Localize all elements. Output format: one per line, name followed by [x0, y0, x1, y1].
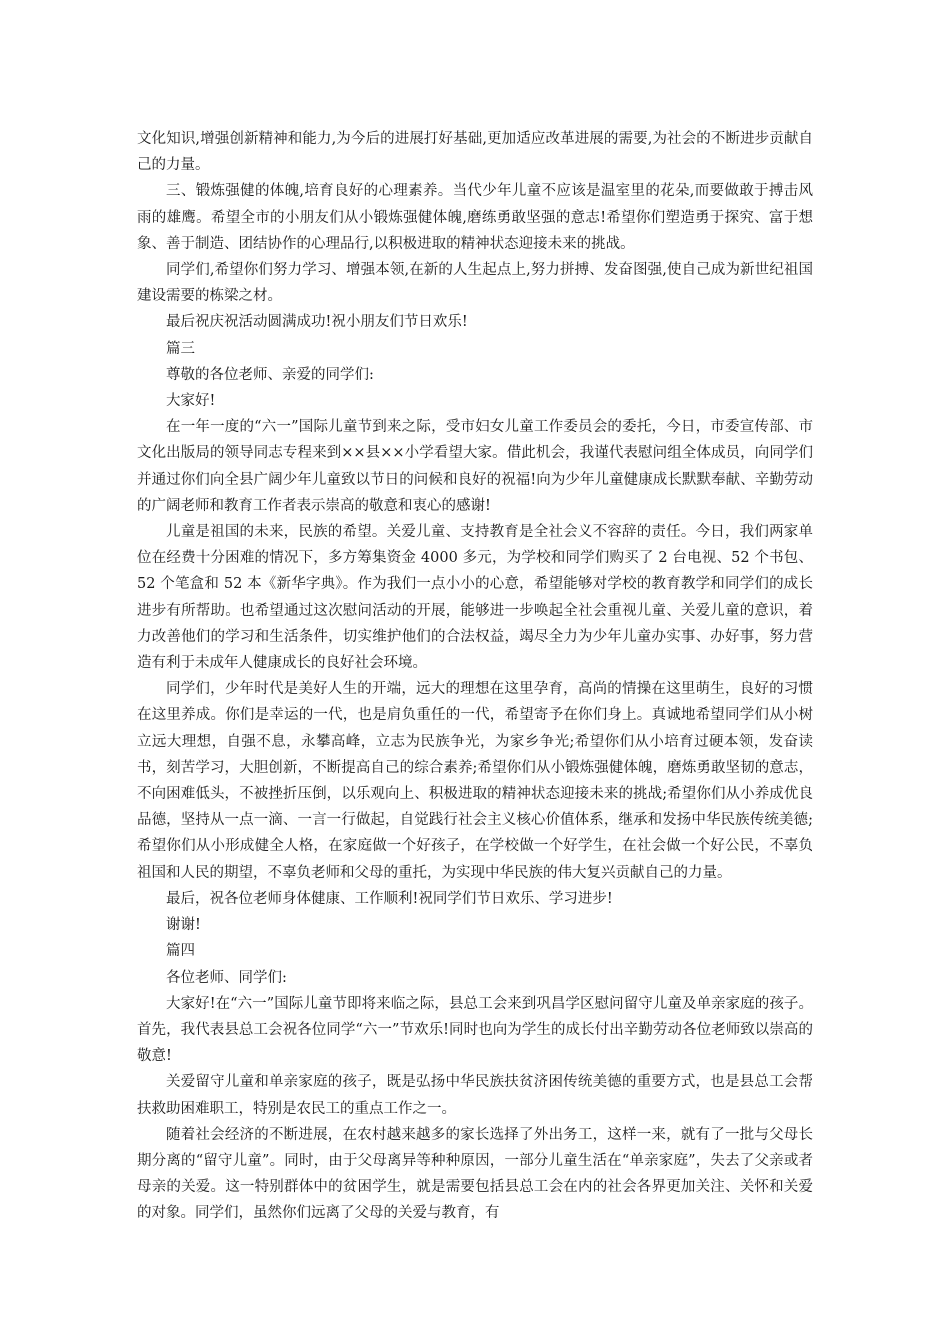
paragraph-continuation: 文化知识,增强创新精神和能力,为今后的进展打好基础,更加适应改革进展的需要,为社会的不断进步贡献自己的力量。	[137, 131, 813, 174]
salutation-two: 各位老师、同学们:	[166, 969, 287, 986]
paragraph-youth-hopes: 同学们，少年时代是美好人生的开端，远大的理想在这里孕育，高尚的情操在这里萌生，良好的习惯在这里养成。你们是幸运的一代，也是肩负重任的一代，希望寄予在你们身上。真诚地希望同学们从小树立远大理想，自强不息，永攀高峰，立志为民族争光，为家乡争光;希望你们从小培育过硬本领，发奋读书，刻苦学习，大胆创新，不断提高自己的综合素养;希望你们从小锻炼强健体魄，磨炼勇敢坚韧的意志，不向困难低头，不被挫折压倒，以乐观向上、积极进取的精神状态迎接未来的挑战;希望你们从小养成优良品德，坚持从一点一滴、一言一行做起，自觉践行社会主义核心价值体系，继承和发扬中华民族传统美德;希望你们从小形成健全人格，在家庭做一个好孩子，在学校做一个好学生，在社会做一个好公民，不辜负祖国和人民的期望，不辜负老师和父母的重托，为实现中华民族的伟大复兴贡献自己的力量。	[137, 681, 813, 881]
thanks: 谢谢!	[166, 917, 201, 934]
paragraph-care-left-behind: 关爱留守儿童和单亲家庭的孩子，既是弘扬中华民族扶贫济困传统美德的重要方式，也是县总工会帮扶救助困难职工，特别是农民工的重点工作之一。	[137, 1074, 813, 1117]
paragraph-union-visit: 大家好!在“六一”国际儿童节即将来临之际，县总工会来到巩昌学区慰问留守儿童及单亲家庭的孩子。首先，我代表县总工会祝各位同学“六一”节欢乐!同时也向为学生的成长付出辛勤劳动各位老师致以崇高的敬意!	[137, 995, 813, 1065]
paragraph-final-wishes: 最后，祝各位老师身体健康、工作顺利!祝同学们节日欢乐、学习进步!	[166, 890, 613, 907]
paragraph-closing-wish: 最后祝庆祝活动圆满成功!祝小朋友们节日欢乐!	[166, 314, 468, 331]
paragraph-section-three-physique: 三、锻炼强健的体魄,培育良好的心理素养。当代少年儿童不应该是温室里的花朵,而要做敢于搏击风雨的雄鹰。希望全市的小朋友们从小锻炼强健体魄,磨练勇敢坚强的意志!希望你们塑造勇于探究、富于想象、善于制造、团结协作的心理品行,以积极进取的精神状态迎接未来的挑战。	[137, 183, 813, 252]
section-heading-pian-san: 篇三	[166, 340, 195, 357]
greeting: 大家好!	[166, 393, 216, 410]
section-heading-pian-si: 篇四	[166, 943, 195, 960]
salutation: 尊敬的各位老师、亲爱的同学们:	[166, 366, 374, 383]
paragraph-social-development: 随着社会经济的不断进展，在农村越来越多的家长选择了外出务工，这样一来，就有了一批与父母长期分离的“留守儿童”。同时，由于父母离异等种种原因，一部分儿童生活在“单亲家庭”，失去了父亲或者母亲的关爱。这一特别群体中的贫困学生，就是需要包括县总工会在内的社会各界更加关注、关怀和关爱的对象。同学们，虽然你们远离了父母的关爱与教育，有	[137, 1126, 813, 1222]
document-page	[137, 126, 813, 1227]
paragraph-study-hard: 同学们,希望你们努力学习、增强本领,在新的人生起点上,努力拼搏、发奋图强,使自己成为新世纪祖国建设需要的栋梁之材。	[137, 262, 813, 305]
paragraph-children-future: 儿童是祖国的未来，民族的希望。关爱儿童、支持教育是全社会义不容辞的责任。今日，我们两家单位在经费十分困难的情况下，多方筹集资金 4000 多元，为学校和同学们购买了 2 台电视、52 个书包、52 个笔盒和 52 本《新华字典》。作为我们一点小小的心意，希望能够对学校的教育教学和同学们的成长进步有所帮助。也希望通过这次慰问活动的开展，能够进一步唤起全社会重视儿童、关爱儿童的意识，着力改善他们的学习和生活条件，切实维护他们的合法权益，竭尽全力为少年儿童办实事、办好事，努力营造有利于未成年人健康成长的良好社会环境。	[137, 524, 813, 672]
paragraph-visit-intro: 在一年一度的“六一”国际儿童节到来之际，受市妇女儿童工作委员会的委托，今日，市委宣传部、市文化出版局的领导同志专程来到××县××小学看望大家。借此机会，我谨代表慰问组全体成员，向同学们并通过你们向全县广阔少年儿童致以节日的问候和良好的祝福!向为少年儿童健康成长默默奉献、辛勤劳动的广阔老师和教育工作者表示崇高的敬意和衷心的感谢!	[137, 419, 813, 514]
